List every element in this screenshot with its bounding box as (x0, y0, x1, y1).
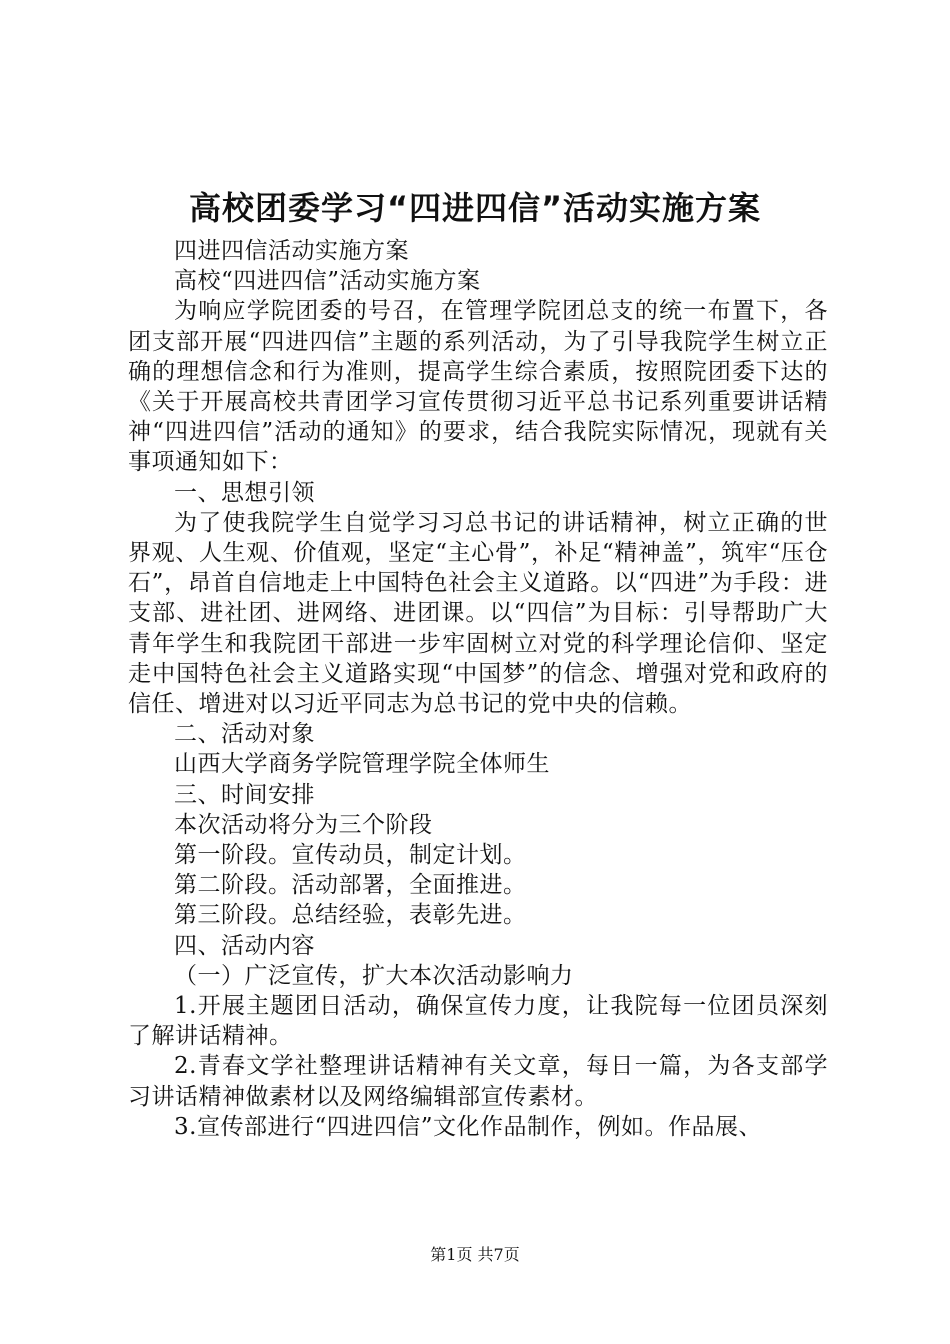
paragraph: 为响应学院团委的号召，在管理学院团总支的统一布置下，各团支部开展“四进四信”主题的系列活动，为了引导我院学生树立正确的理想信念和行为准则，提高学生综合素质，按照院团委下达的《关于开展高校共青团学习宣传贯彻习近平总书记系列重要讲话精神“四进四信”活动的通知》的要求，结合我院实际情况，现就有关事项通知如下： (128, 298, 828, 476)
section-heading: 三、时间安排 (174, 781, 315, 808)
document-title: 高校团委学习“四进四信”活动实施方案 (188, 189, 762, 227)
paragraph: 山西大学商务学院管理学院全体师生 (174, 751, 550, 778)
list-item: 第一阶段。宣传动员，制定计划。 (174, 842, 527, 869)
section-heading: 一、思想引领 (174, 479, 315, 506)
document-body (128, 236, 828, 1142)
section-heading: 四、活动内容 (174, 932, 315, 959)
paragraph: 高校“四进四信”活动实施方案 (174, 268, 481, 295)
list-item: 第二阶段。活动部署，全面推进。 (174, 872, 527, 899)
list-item: 第三阶段。总结经验，表彰先进。 (174, 902, 527, 929)
subsection-heading: （一）广泛宣传，扩大本次活动影响力 (174, 962, 574, 989)
page-footer (0, 1244, 950, 1266)
list-item: 1.开展主题团日活动，确保宣传力度，让我院每一位团员深刻了解讲话精神。 (128, 993, 828, 1050)
paragraph: 四进四信活动实施方案 (174, 238, 409, 264)
list-item: 2.青春文学社整理讲话精神有关文章，每日一篇，为各支部学习讲话精神做素材以及网络编辑部宣传素材。 (128, 1053, 828, 1110)
section-heading: 二、活动对象 (174, 721, 315, 748)
page-number: 第1页 共7页 (430, 1245, 520, 1264)
paragraph: 本次活动将分为三个阶段 (174, 811, 433, 838)
paragraph: 为了使我院学生自觉学习习总书记的讲话精神，树立正确的世界观、人生观、价值观，坚定“主心骨”，补足“精神盖”，筑牢“压仓石”，昂首自信地走上中国特色社会主义道路。以“四进”为手段：进支部、进社团、进网络、进团课。以“四信”为目标：引导帮助广大青年学生和我院团干部进一步牢固树立对党的科学理论信仰、坚定走中国特色社会主义道路实现“中国梦”的信念、增强对党和政府的信任、增进对以习近平同志为总书记的党中央的信赖。 (128, 509, 828, 718)
list-item: 3.宣传部进行“四进四信”文化作品制作，例如。作品展、 (174, 1113, 762, 1140)
